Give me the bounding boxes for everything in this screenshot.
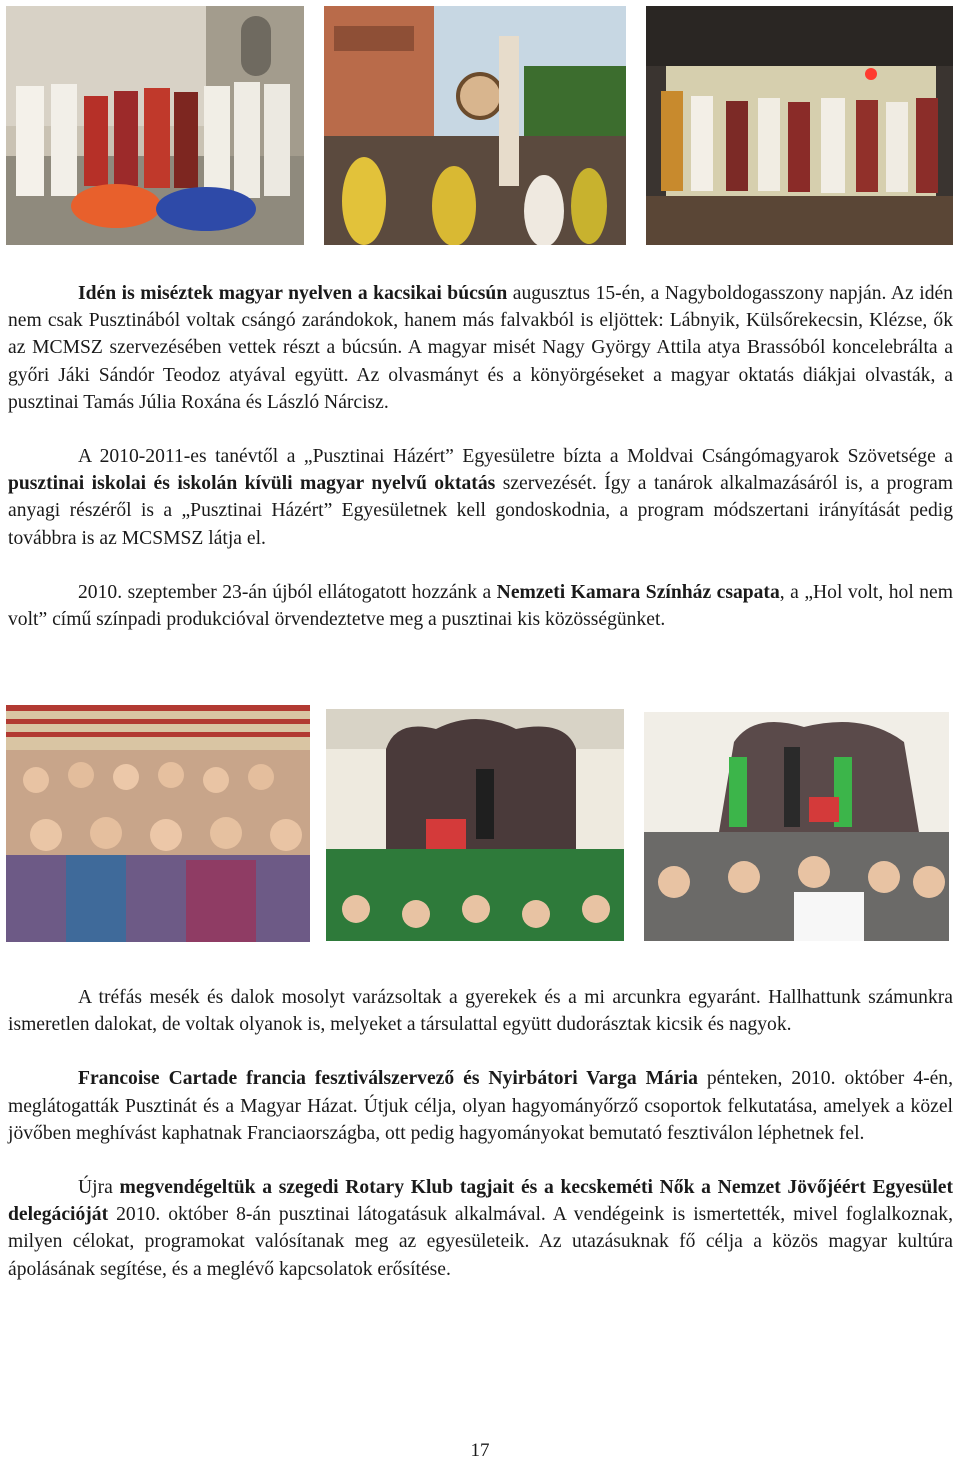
paragraph-kacsika-pilgrimage	[8, 280, 953, 416]
bold-phrase: Idén is miséztek magyar nyelven a kacsikai búcsún	[78, 283, 508, 304]
article-text-lower	[8, 984, 953, 1283]
paragraph-text: A tréfás mesék és dalok mosolyt varázsoltak a gyerekek és a mi arcunkra egyaránt. Hallhattunk számunkra ismeretlen dalokat, de voltak olyanok is, melyeket a társulattal együtt dudorásztak kicsik és nagyok.	[8, 987, 953, 1036]
paragraph-text: pénteken, 2010. október 4-én, meglátogatták Pusztinát és a Magyar Házat. Útjuk célja, olyan hagyományőrző csoportok felkutatása, amelyek a közel jövőben meghívást kaphatnak Franciaországba, ott pedig hagyományokat bemutató fesztiválon léphetnek fel.	[8, 1068, 953, 1144]
paragraph-text: szervezését. Így a tanárok alkalmazásáról is, a program anyagi részéről is a „Pusztinai Házért” Egyesületnek kell gondoskodnia, a program módszertani irányítását pedig továbbra is az MCSMSZ látja el.	[8, 473, 954, 549]
photo-theater-stage	[326, 709, 624, 941]
paragraph-school-year	[8, 443, 953, 552]
bold-phrase: Nemzeti Kamara Színház csapata	[496, 581, 780, 603]
paragraph-text: augusztus 15-én, a Nagyboldogasszony napján. Az idén nem csak Pusztinából voltak csángó zarándokok, hanem más falvakból is eljöttek: Lábnyik, Külsőrekecsin, Klézse, ők az MCMSZ szervezésében vettek részt a búcsún. A magyar misét Nagy György Attila atya Brassóból koncelebrálta a győri Jáki Sándór Teodoz atyával együtt. Az olvasmányt és a könyörgéseket a magyar oktatás diákjai olvasták, a pusztinai Tamás Júlia Roxána és László Nárcisz.	[8, 283, 953, 413]
bold-phrase: pusztinai iskolai és iskolán kívüli magyar nyelvű oktatás	[8, 473, 496, 495]
paragraph-text: Újra	[78, 1177, 120, 1199]
photo-procession-with-drum	[324, 6, 626, 245]
bold-phrase: megvendégeltük a szegedi Rotary Klub tagjait és a kecskeméti Nők a Nemzet Jövőjéért Egyesület delegációját	[8, 1177, 953, 1226]
paragraph-rotary-visit	[8, 1174, 953, 1283]
paragraph-festival-visit	[8, 1065, 953, 1147]
article-text-upper	[8, 280, 953, 633]
paragraph-text: 2010. október 8-án pusztinai látogatásuk alkalmával. A vendégeink is ismertették, mivel foglalkoznak, milyen célokat, programokat valósítanak meg az egyesületeik. Az utazásuknak fő célja a közös magyar kultúra ápolásának segítése, és a meglévő kapcsolatok erősítése.	[8, 1204, 953, 1280]
page-number: 17	[470, 1440, 490, 1461]
photo-folk-group-on-stage	[646, 6, 953, 245]
paragraph-songs	[8, 984, 953, 1038]
photo-theater-musicians	[644, 712, 949, 941]
paragraph-theater-visit	[8, 579, 953, 633]
photo-folk-group-outdoors	[6, 6, 304, 245]
paragraph-text: , a „Hol volt, hol nem volt” című színpadi produkcióval örvendeztetve meg a pusztinai kis közösségünket.	[8, 581, 953, 631]
paragraph-text: A 2010-2011-es tanévtől a „Pusztinai Házért” Egyesületre bízta a Moldvai Csángómagyarok Szövetsége a	[78, 446, 953, 468]
bold-phrase: Francoise Cartade francia fesztiválszervező és Nyirbátori Varga Mária	[78, 1068, 698, 1090]
photo-children-audience	[6, 705, 310, 942]
paragraph-text: 2010. szeptember 23-án újból ellátogatott hozzánk a	[78, 581, 497, 603]
